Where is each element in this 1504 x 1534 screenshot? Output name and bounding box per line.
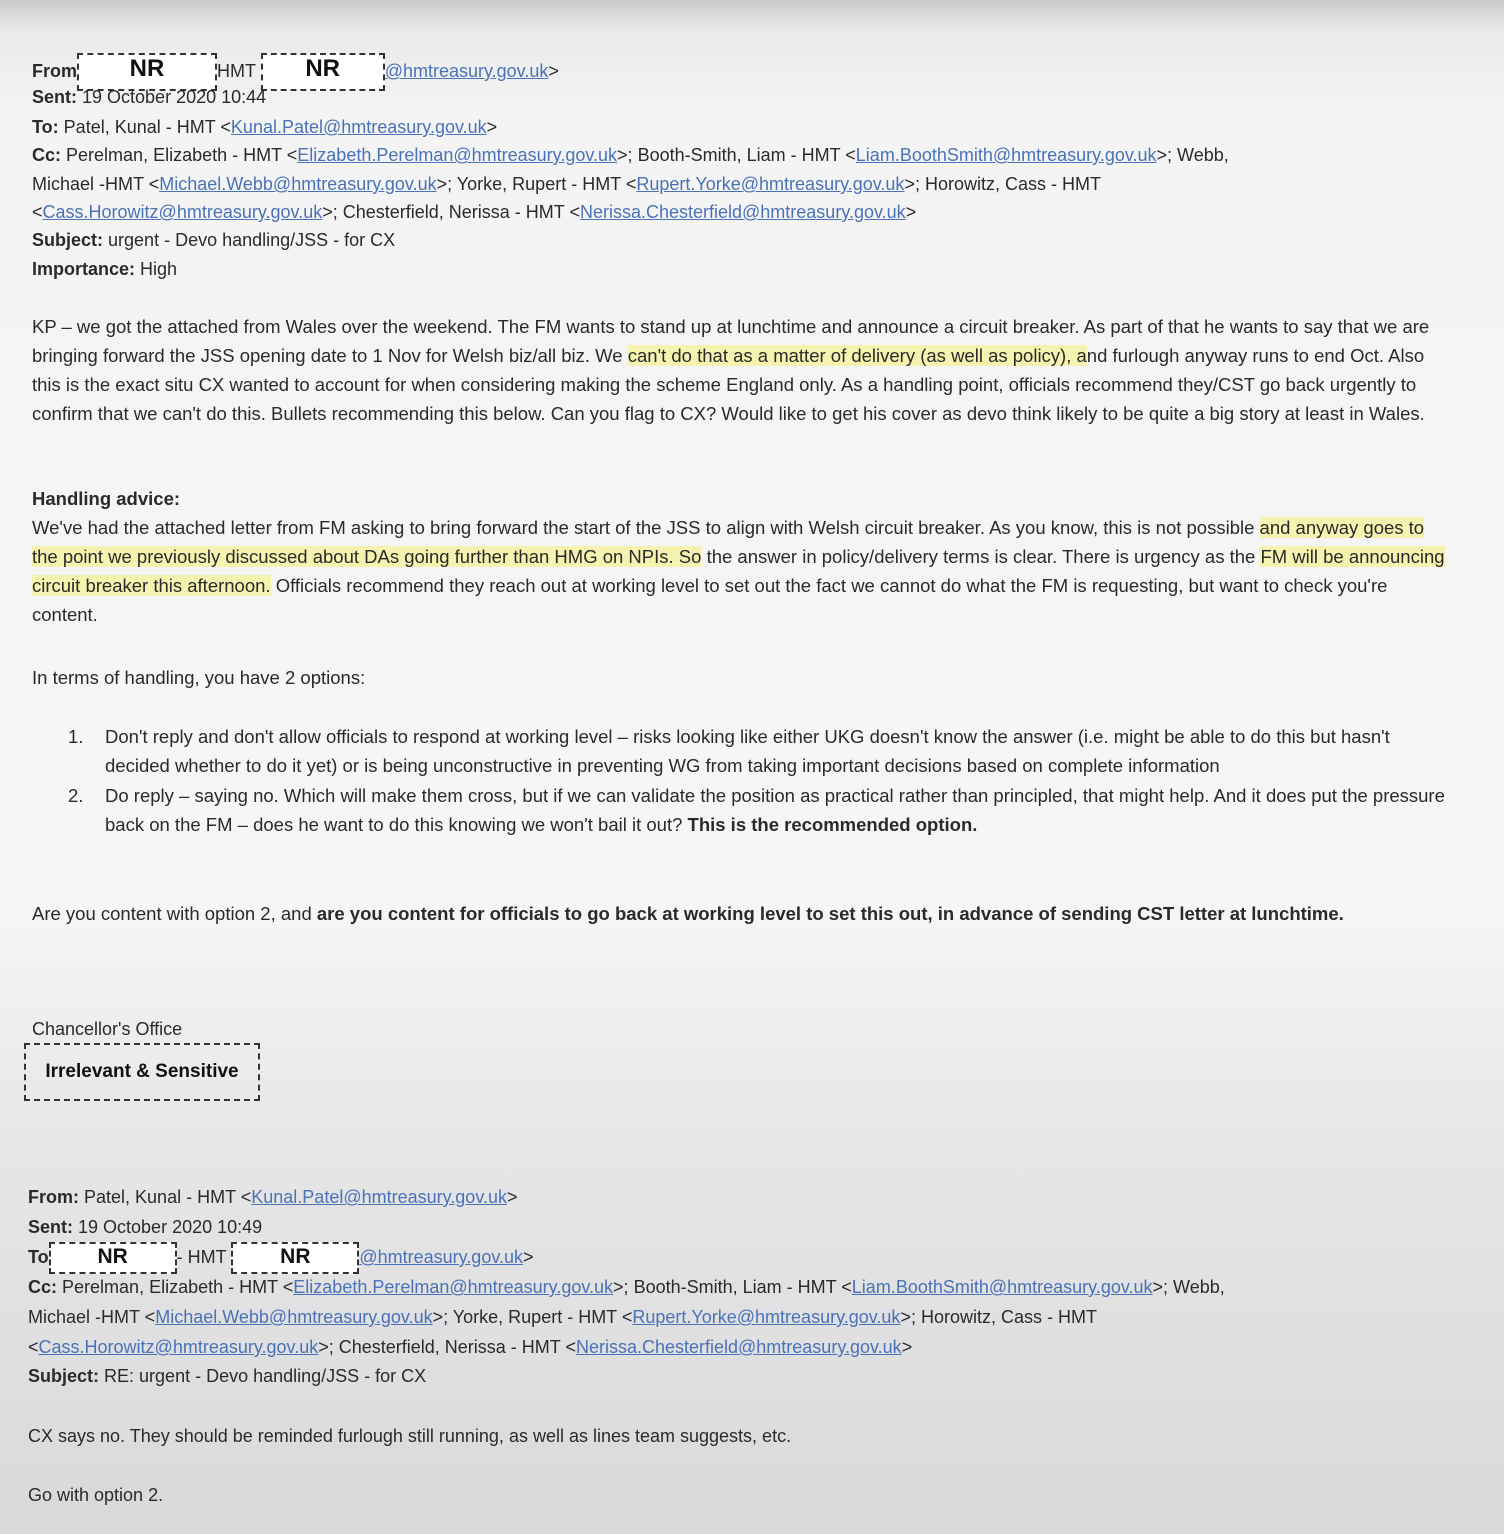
- cc-email-link[interactable]: Cass.Horowitz@hmtreasury.gov.uk: [38, 1337, 319, 1357]
- body-text: We've had the attached letter from FM asking to bring forward the start of the JSS to align with Welsh circuit breaker. As you know, this is not possible: [32, 517, 1260, 538]
- from-name: Patel, Kunal - HMT <: [84, 1187, 252, 1207]
- cc-email-link[interactable]: Liam.BoothSmith@hmtreasury.gov.uk: [855, 145, 1157, 165]
- to-name: Patel, Kunal - HMT <: [63, 117, 231, 137]
- body-text: the answer in policy/delivery terms is clear. There is urgency as the: [701, 546, 1261, 567]
- email1-options-list: [68, 722, 1448, 840]
- closing-bold-text: are you content for officials to go back at working level to set this out, in advance of sending CST letter at lunchtime.: [316, 903, 1344, 924]
- list-item: [68, 722, 1448, 780]
- cc-name: Booth-Smith, Liam - HMT <: [633, 1277, 852, 1297]
- cc-email-link[interactable]: Elizabeth.Perelman@hmtreasury.gov.uk: [297, 145, 618, 165]
- cc-name: Booth-Smith, Liam - HMT <: [637, 145, 856, 165]
- email2-cc-line-1: Cc: Perelman, Elizabeth - HMT <Elizabeth.Perelman@hmtreasury.gov.uk>; Booth-Smith, Liam - HMT <Liam.BoothSmith@hmtreasury.gov.uk>; Webb,: [28, 1277, 1225, 1297]
- cc-email-link[interactable]: Rupert.Yorke@hmtreasury.gov.uk: [636, 174, 905, 194]
- list-text: Don't reply and don't allow officials to respond at working level – risks looking like either UKG doesn't know the answer (i.e. might be able to do this but hasn't decided whether to do it yet) or is being unconstructive in preventing WG from taking important decisions based on complete information: [105, 726, 1390, 776]
- cc-name: Michael -HMT <: [32, 174, 160, 194]
- body-text: Go with option 2.: [28, 1485, 164, 1505]
- subject-label: Subject:: [28, 1366, 100, 1386]
- cc-email-link[interactable]: Cass.Horowitz@hmtreasury.gov.uk: [42, 202, 323, 222]
- cc-name: Yorke, Rupert - HMT <: [456, 174, 637, 194]
- cc-name: Webb,: [1177, 145, 1229, 165]
- cc-label: Cc:: [32, 145, 62, 165]
- email1-to-line: To: Patel, Kunal - HMT <Kunal.Patel@hmtreasury.gov.uk>: [32, 117, 498, 137]
- list-text: Do reply – saying no. Which will make them cross, but if we can validate the position as practical rather than principled, that might help. And it does put the pressure back on the FM – does he want to do this knowing we won't bail it out?: [105, 785, 1445, 835]
- body-text: Are you content with option 2, and: [32, 903, 317, 924]
- email2-to-line: To NR - HMT NR @hmtreasury.gov.uk>: [28, 1242, 534, 1274]
- to-dept: - HMT: [176, 1246, 227, 1267]
- recommended-text: This is the recommended option.: [687, 814, 978, 835]
- email2-from-line: From: Patel, Kunal - HMT <Kunal.Patel@hmtreasury.gov.uk>: [28, 1187, 518, 1207]
- email1-importance-line: [32, 255, 177, 284]
- email2-body-2: [28, 1481, 163, 1510]
- sent-label: Sent:: [32, 87, 77, 107]
- cc-name: Michael -HMT <: [28, 1307, 156, 1327]
- redaction-box: NR: [231, 1242, 359, 1274]
- subject-text: urgent - Devo handling/JSS - for CX: [108, 230, 396, 250]
- email1-sent-line: [32, 83, 266, 112]
- sent-label: Sent:: [28, 1217, 73, 1237]
- redaction-box: NR: [77, 53, 217, 91]
- irrelevant-sensitive-stamp: Irrelevant & Sensitive: [24, 1043, 260, 1101]
- body-text: Officials recommend they reach out at working level to set out the fact we cannot do what the FM is requesting, but want to check you're content.: [32, 575, 1388, 625]
- cc-name: Perelman, Elizabeth - HMT <: [66, 145, 298, 165]
- handling-heading: Handling advice:: [32, 488, 181, 509]
- to-email-domain[interactable]: @hmtreasury.gov.uk: [359, 1246, 524, 1267]
- cc-name: Horowitz, Cass - HMT: [920, 1307, 1097, 1327]
- email1-from-line: From NR HMT NR @hmtreasury.gov.uk>: [32, 53, 559, 91]
- from-dept: HMT: [217, 60, 256, 81]
- email2-subject-line: [28, 1362, 426, 1391]
- list-number: 2.: [68, 785, 84, 806]
- email2-cc-line-3: <Cass.Horowitz@hmtreasury.gov.uk>; Chesterfield, Nerissa - HMT <Nerissa.Chesterfield@hmtreasury.gov.uk>: [28, 1337, 913, 1357]
- email1-handling-advice: [32, 484, 1452, 629]
- sent-date: 19 October 2020 10:49: [78, 1217, 263, 1237]
- from-label: From:: [28, 1187, 79, 1207]
- list-number: 1.: [68, 726, 84, 747]
- importance-label: Importance:: [32, 259, 136, 279]
- cc-name: Yorke, Rupert - HMT <: [452, 1307, 633, 1327]
- cc-name: Chesterfield, Nerissa - HMT <: [338, 1337, 576, 1357]
- redaction-box: NR: [49, 1242, 177, 1274]
- email2-cc-line-2: Michael -HMT <Michael.Webb@hmtreasury.gov.uk>; Yorke, Rupert - HMT <Rupert.Yorke@hmtreasury.gov.uk>; Horowitz, Cass - HMT: [28, 1307, 1097, 1327]
- body-text: CX says no. They should be reminded furlough still running, as well as lines team suggests, etc.: [28, 1426, 792, 1446]
- email2-sent-line: [28, 1213, 262, 1242]
- body-text: KP – we got the attached from Wales over the weekend. The FM wants to stand up at lunchtime and announce a circuit breaker. As part of that he wants to say that we are bringing forward the JSS opening date to 1 Nov for Welsh biz/all biz. We: [32, 316, 1430, 366]
- cc-name: Horowitz, Cass - HMT: [924, 174, 1101, 194]
- subject-text: RE: urgent - Devo handling/JSS - for CX: [104, 1366, 427, 1386]
- email1-subject-line: [32, 226, 395, 255]
- importance-value: High: [140, 259, 178, 279]
- cc-email-link[interactable]: Nerissa.Chesterfield@hmtreasury.gov.uk: [579, 202, 906, 222]
- cc-label: Cc:: [28, 1277, 58, 1297]
- to-label: To: [28, 1246, 49, 1267]
- cc-name: Perelman, Elizabeth - HMT <: [62, 1277, 294, 1297]
- cc-email-link[interactable]: Nerissa.Chesterfield@hmtreasury.gov.uk: [575, 1337, 902, 1357]
- options-intro: In terms of handling, you have 2 options:: [32, 667, 366, 688]
- body-text: nd furlough anyway runs to end Oct. Also this is the exact situ CX wanted to account for when considering making the scheme England only. As a handling point, officials recommend they/CST go back urgently to confirm that we can't do this. Bullets recommending this below. Can you flag to CX? Would like to get his cover as devo think likely to be quite a big story at least in Wales.: [32, 345, 1425, 424]
- highlighted-text: can't do that as a matter of delivery (as well as policy), a: [627, 345, 1087, 366]
- cc-email-link[interactable]: Rupert.Yorke@hmtreasury.gov.uk: [632, 1307, 901, 1327]
- cc-email-link[interactable]: Michael.Webb@hmtreasury.gov.uk: [155, 1307, 433, 1327]
- from-email-domain[interactable]: @hmtreasury.gov.uk: [384, 60, 549, 81]
- from-label: From: [32, 60, 77, 81]
- email1-closing: [32, 899, 1452, 928]
- to-email-link[interactable]: Kunal.Patel@hmtreasury.gov.uk: [230, 117, 487, 137]
- email1-signoff: [32, 1015, 182, 1044]
- cc-name: Webb,: [1173, 1277, 1225, 1297]
- list-item: [68, 781, 1448, 839]
- highlighted-text: FM will be announcing circuit breaker this afternoon.: [32, 546, 1445, 596]
- cc-email-link[interactable]: Liam.BoothSmith@hmtreasury.gov.uk: [851, 1277, 1153, 1297]
- email1-cc-line-2: Michael -HMT <Michael.Webb@hmtreasury.gov.uk>; Yorke, Rupert - HMT <Rupert.Yorke@hmtreasury.gov.uk>; Horowitz, Cass - HMT: [32, 174, 1101, 194]
- sent-date: 19 October 2020 10:44: [82, 87, 267, 107]
- highlighted-text: and anyway goes to the point we previously discussed about DAs going further than HMG on NPIs. So: [32, 517, 1425, 567]
- subject-label: Subject:: [32, 230, 104, 250]
- email1-cc-line-1: Cc: Perelman, Elizabeth - HMT <Elizabeth.Perelman@hmtreasury.gov.uk>; Booth-Smith, Liam - HMT <Liam.BoothSmith@hmtreasury.gov.uk>; Webb,: [32, 145, 1229, 165]
- from-email-link[interactable]: Kunal.Patel@hmtreasury.gov.uk: [251, 1187, 507, 1207]
- cc-email-link[interactable]: Elizabeth.Perelman@hmtreasury.gov.uk: [293, 1277, 614, 1297]
- cc-email-link[interactable]: Michael.Webb@hmtreasury.gov.uk: [159, 174, 437, 194]
- email1-paragraph-1: [32, 312, 1452, 428]
- signoff-text: Chancellor's Office: [32, 1019, 183, 1039]
- to-label: To:: [32, 117, 59, 137]
- redaction-box: NR: [261, 53, 385, 91]
- email1-cc-line-3: <Cass.Horowitz@hmtreasury.gov.uk>; Chesterfield, Nerissa - HMT <Nerissa.Chesterfield@hmtreasury.gov.uk>: [32, 202, 917, 222]
- email2-body-1: [28, 1422, 791, 1451]
- email1-options-intro: [32, 663, 1452, 692]
- cc-name: Chesterfield, Nerissa - HMT <: [342, 202, 580, 222]
